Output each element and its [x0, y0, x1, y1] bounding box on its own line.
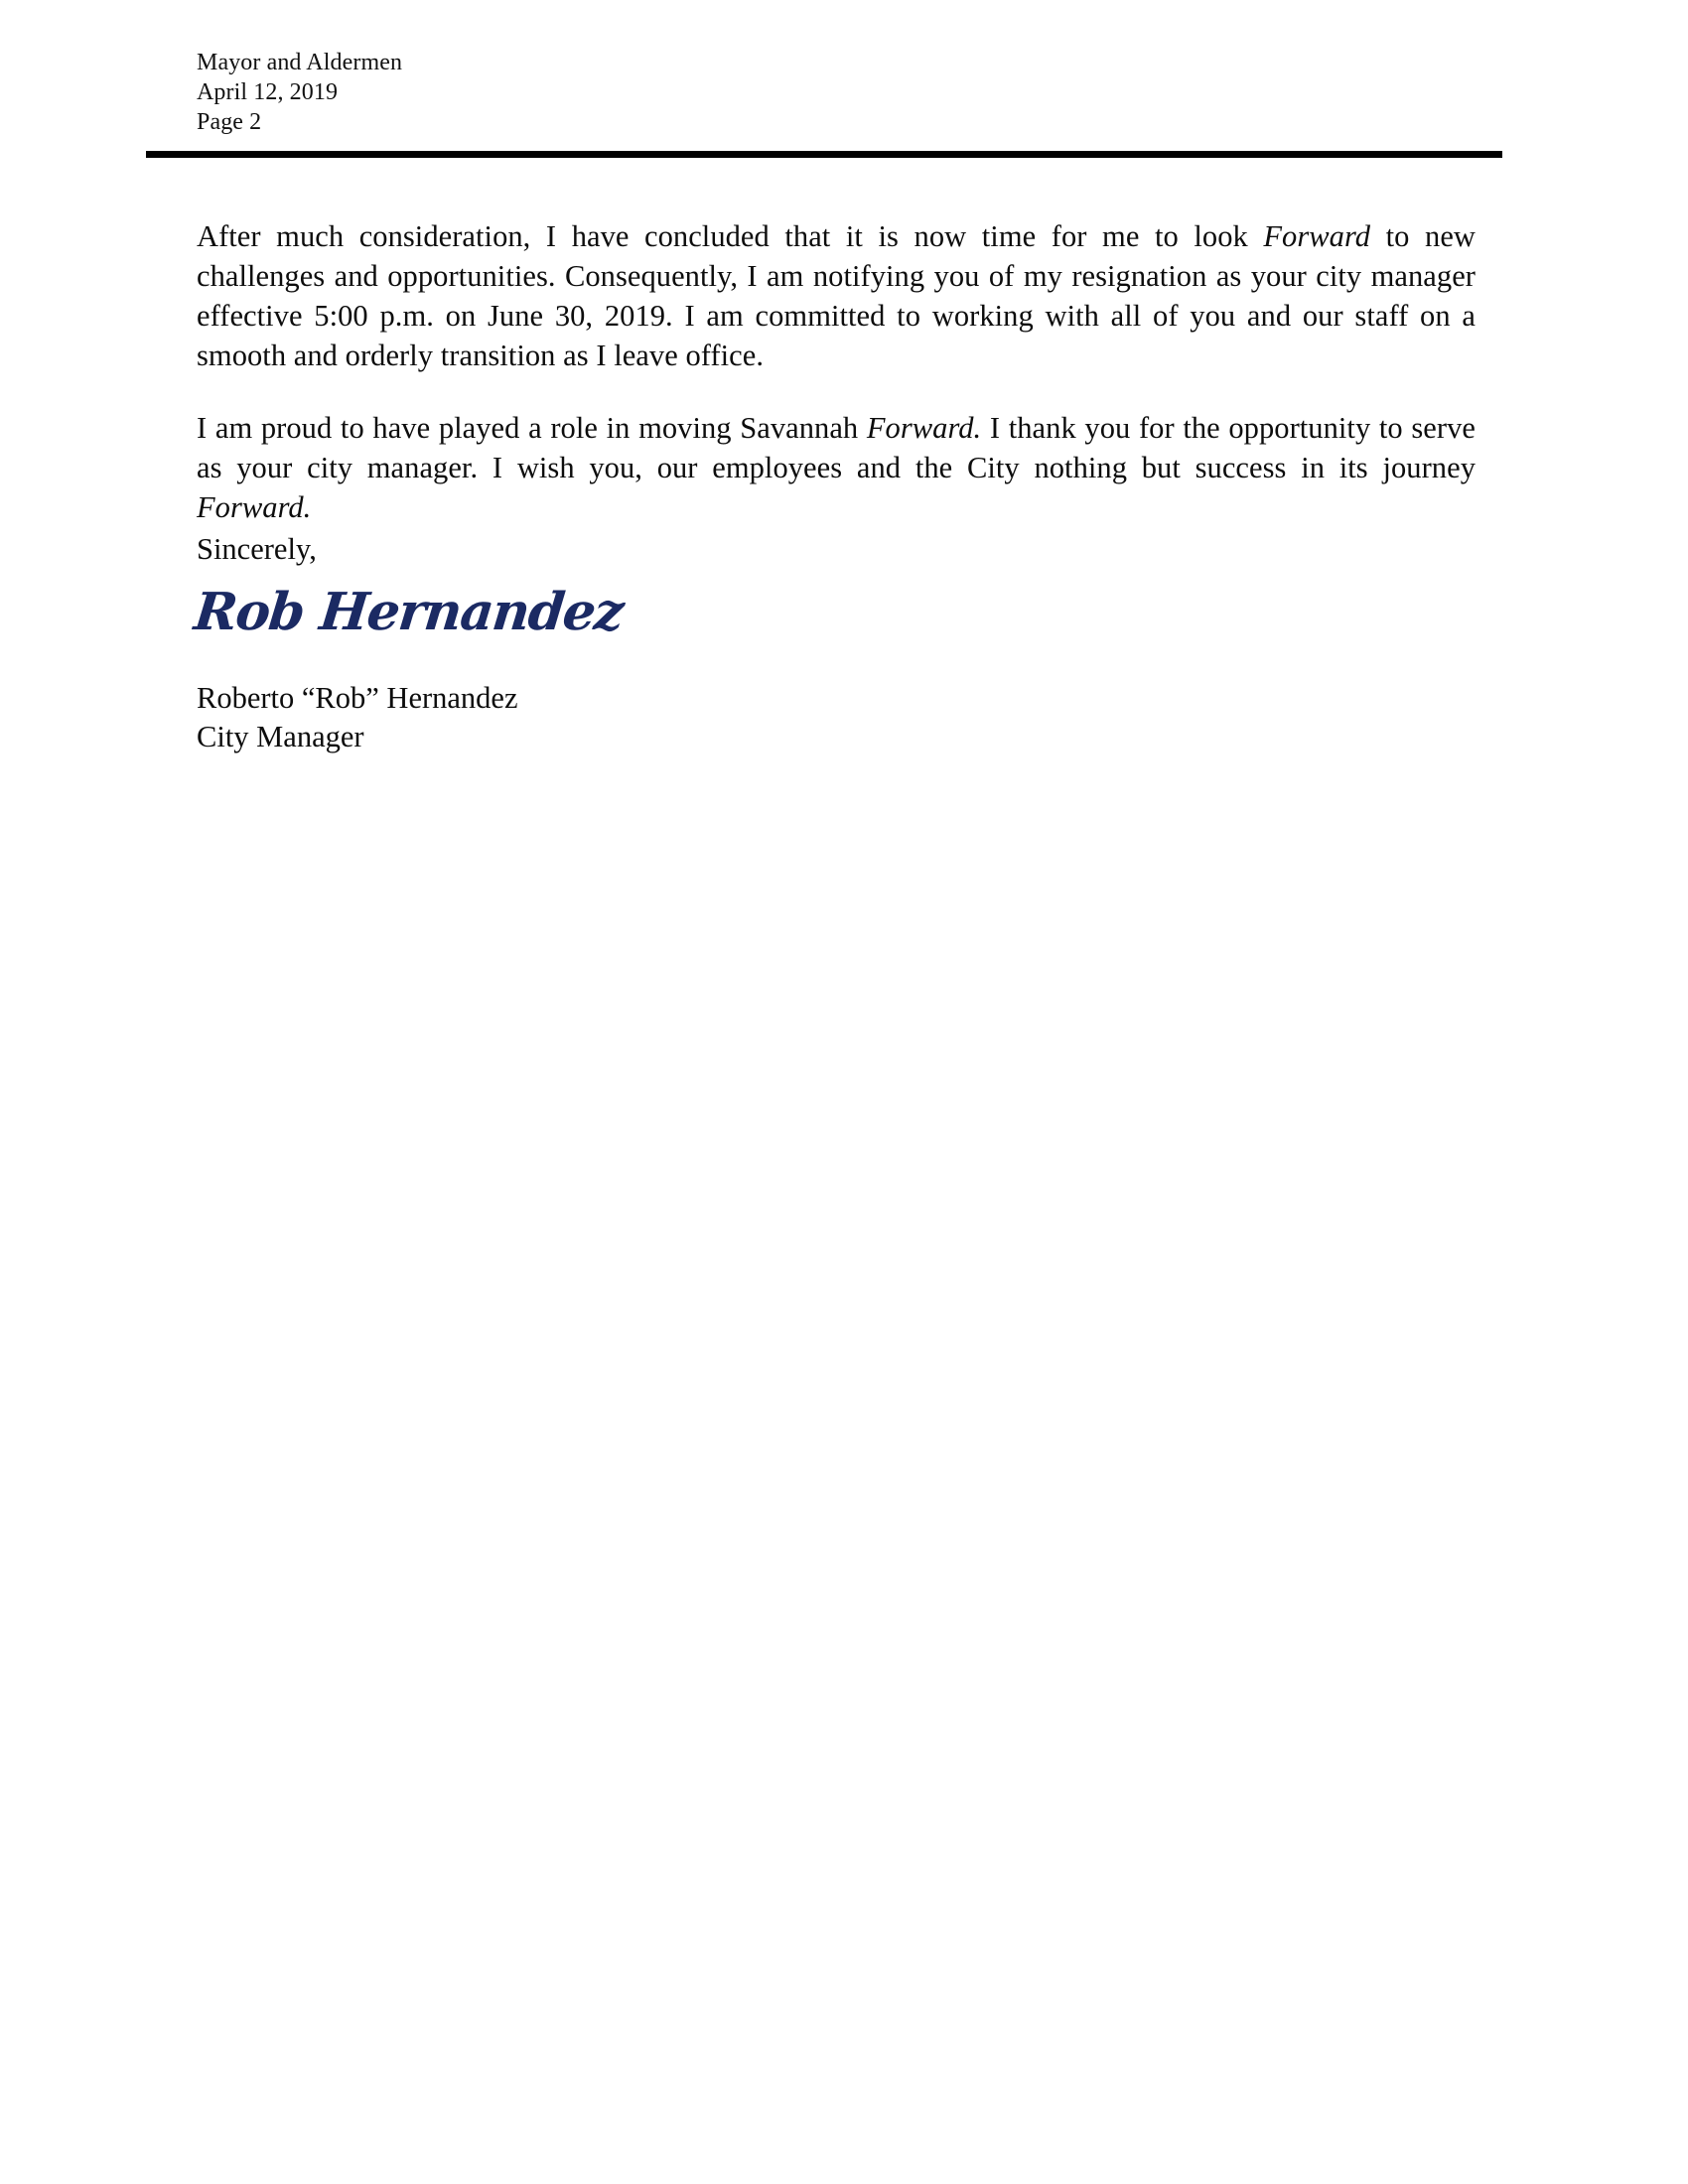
paragraph-2-emphasis-forward-2: Forward. — [197, 490, 312, 524]
letter-header — [197, 48, 892, 137]
paragraph-2-segment-1: I am proud to have played a role in moving Savannah — [197, 411, 867, 445]
handwritten-signature: Rob Hernandez — [191, 582, 626, 642]
signer-name: Roberto “Rob” Hernandez — [197, 681, 518, 715]
signer-title: City Manager — [197, 720, 364, 753]
closing-salutation: Sincerely, — [197, 532, 317, 566]
paragraph-2-segment-2: I thank you for the opportunity to serve as your city manager. I wish you, our employees and the City nothing but success in its journey — [197, 411, 1476, 484]
header-page-label: Page 2 — [197, 109, 262, 135]
signer-block — [197, 679, 518, 756]
paragraph-2-emphasis-forward-1: Forward. — [866, 411, 982, 445]
paragraph-1-segment-1: After much consideration, I have concluded that it is now time for me to look — [197, 219, 1264, 253]
header-recipient: Mayor and Aldermen — [197, 50, 403, 75]
header-divider-rule — [146, 151, 1502, 158]
header-date: April 12, 2019 — [197, 79, 339, 105]
letter-body — [197, 216, 1476, 527]
body-paragraph-2 — [197, 408, 1476, 527]
paragraph-1-emphasis-forward: Forward — [1263, 219, 1371, 253]
paragraph-1-segment-2: to new challenges and opportunities. Consequently, I am notifying you of my resignation as your city manager effective 5:00 p.m. on June 30, 2019. I am committed to working with all of you and our staff on a smooth and orderly transition as I leave office. — [197, 219, 1476, 372]
body-paragraph-1 — [197, 216, 1476, 375]
